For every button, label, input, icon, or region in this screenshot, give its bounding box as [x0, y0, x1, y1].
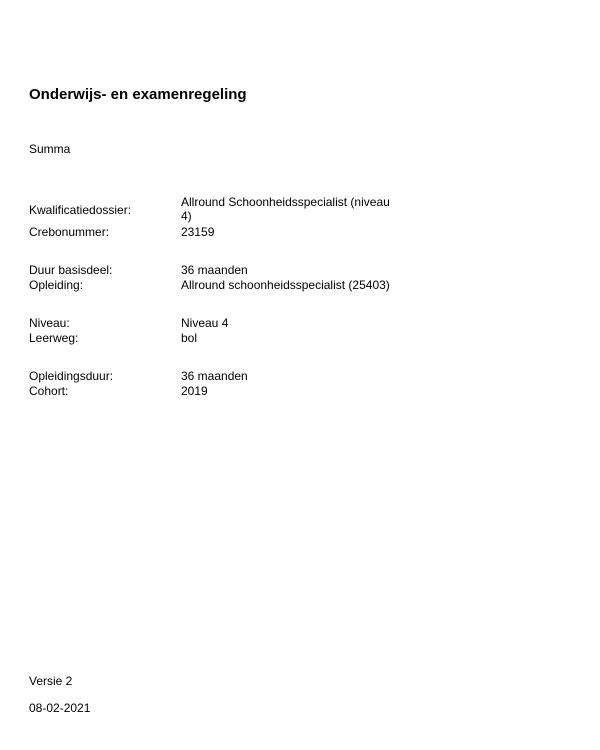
field-value: 36 maanden: [181, 369, 248, 383]
field-value: Allround Schoonheidsspecialist (niveau 4): [181, 195, 390, 223]
field-label: Opleidingsduur:: [29, 369, 114, 383]
footer-version: Versie 2: [29, 674, 73, 688]
field-value: 2019: [181, 384, 208, 398]
field-value: 23159: [181, 225, 215, 239]
institution-name: Summa: [29, 142, 71, 156]
field-label: Niveau:: [29, 316, 70, 330]
field-label: Duur basisdeel:: [29, 263, 113, 277]
field-label: Leerweg:: [29, 331, 79, 345]
field-label: Cohort:: [29, 384, 69, 398]
footer-date: 08-02-2021: [29, 701, 91, 715]
field-value: bol: [181, 331, 198, 345]
page-title: Onderwijs- en examenregeling: [29, 86, 247, 103]
field-value: Niveau 4: [181, 316, 229, 330]
field-label: Kwalificatiedossier:: [29, 203, 132, 217]
field-value: 36 maanden: [181, 263, 248, 277]
field-label: Crebonummer:: [29, 225, 110, 239]
field-value: Allround schoonheidsspecialist (25403): [181, 278, 390, 292]
field-label: Opleiding:: [29, 278, 84, 292]
